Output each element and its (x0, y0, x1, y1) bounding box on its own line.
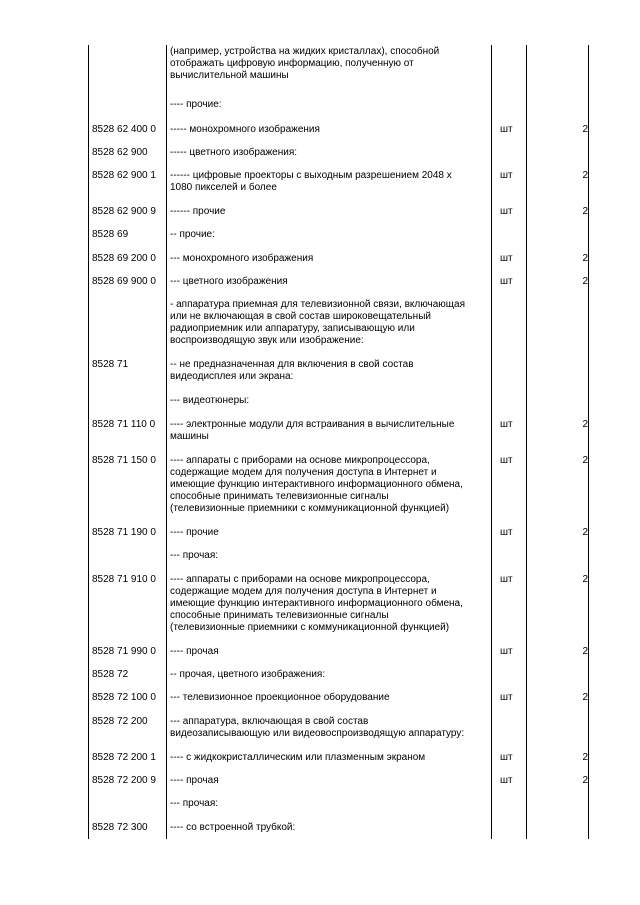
goods-description: --- аппаратура, включающая в свой состав видеозаписывающую или видеовоспроизводящую аппаратуру: (170, 716, 465, 739)
duty-rate: 2 (582, 206, 588, 217)
table-row (88, 99, 588, 110)
table-row (88, 455, 588, 514)
goods-description: --- видеотюнеры: (170, 395, 250, 406)
duty-rate: 2 (582, 527, 588, 538)
goods-description: ---- прочая (170, 775, 219, 786)
unit-of-measure: шт (500, 419, 513, 430)
goods-description: -- не предназначенная для включения в свой состав видеодисплея или экрана: (170, 359, 414, 382)
duty-rate: 2 (582, 253, 588, 264)
table-row (88, 775, 588, 786)
unit-of-measure: шт (500, 276, 513, 287)
goods-description: ---- аппараты с приборами на основе микропроцессора, содержащие модем для получения доступа в Интернет и имеющие функцию интерактивного информационного обмена, способные принимать телевизионные сигналы (телевизионные приемники с коммуникационной функцией) (170, 455, 463, 514)
unit-of-measure: шт (500, 752, 513, 763)
table-row (88, 395, 588, 406)
unit-of-measure: шт (500, 692, 513, 703)
hs-code: 8528 72 200 (92, 716, 148, 727)
column-rule-desc-unit (491, 45, 492, 839)
table-row (88, 299, 588, 346)
table-row (88, 798, 588, 809)
unit-of-measure: шт (500, 206, 513, 217)
table-row (88, 46, 588, 81)
goods-description: ----- монохромного изображения (170, 124, 320, 135)
column-rule-left (88, 45, 89, 839)
hs-code: 8528 69 200 0 (92, 253, 156, 264)
duty-rate: 2 (582, 574, 588, 585)
goods-description: - аппаратура приемная для телевизионной связи, включающая или не включающая в свой состав широковещательный радиоприемник или аппаратуру, записывающую или воспроизводящую звук или изображение: (170, 299, 466, 346)
table-row (88, 229, 588, 240)
duty-rate: 2 (582, 775, 588, 786)
table-row (88, 276, 588, 287)
table-row (88, 253, 588, 264)
goods-description: -- прочая, цветного изображения: (170, 669, 326, 680)
duty-rate: 2 (582, 455, 588, 466)
goods-description: --- телевизионное проекционное оборудование (170, 692, 390, 703)
duty-rate: 2 (582, 646, 588, 657)
unit-of-measure: шт (500, 574, 513, 585)
goods-description: ----- цветного изображения: (170, 147, 298, 158)
duty-rate: 2 (582, 276, 588, 287)
table-row (88, 124, 588, 135)
table-row (88, 550, 588, 561)
goods-description: --- прочая: (170, 798, 219, 809)
goods-description: ------ цифровые проекторы с выходным разрешением 2048 х 1080 пикселей и более (170, 170, 452, 193)
table-row (88, 359, 588, 382)
table-row (88, 147, 588, 158)
goods-description: ------ прочие (170, 206, 226, 217)
goods-description: ---- прочие (170, 527, 219, 538)
goods-description: ---- со встроенной трубкой: (170, 822, 296, 833)
goods-description: ---- аппараты с приборами на основе микропроцессора, содержащие модем для получения доступа в Интернет и имеющие функцию интерактивного информационного обмена, способные принимать телевизионные сигналы (телевизионные приемники с коммуникационной функцией) (170, 574, 463, 633)
table-row (88, 669, 588, 680)
hs-code: 8528 62 900 (92, 147, 148, 158)
hs-code: 8528 71 990 0 (92, 646, 156, 657)
hs-code: 8528 69 900 0 (92, 276, 156, 287)
goods-description: ---- электронные модули для встраивания в вычислительные машины (170, 419, 455, 442)
hs-code: 8528 71 (92, 359, 129, 370)
unit-of-measure: шт (500, 646, 513, 657)
hs-code: 8528 72 100 0 (92, 692, 156, 703)
goods-description: --- монохромного изображения (170, 253, 314, 264)
table-row (88, 646, 588, 657)
duty-rate: 2 (582, 170, 588, 181)
table-row (88, 527, 588, 538)
table-row (88, 574, 588, 633)
hs-code: 8528 62 900 9 (92, 206, 156, 217)
table-row (88, 170, 588, 193)
unit-of-measure: шт (500, 455, 513, 466)
column-rule-unit-rate (526, 45, 527, 839)
column-rule-right (588, 45, 589, 839)
hs-code: 8528 72 200 9 (92, 775, 156, 786)
goods-description: --- цветного изображения (170, 276, 288, 287)
goods-description: ---- прочие: (170, 99, 222, 110)
duty-rate: 2 (582, 692, 588, 703)
unit-of-measure: шт (500, 124, 513, 135)
duty-rate: 2 (582, 419, 588, 430)
table-row (88, 716, 588, 739)
goods-description: (например, устройства на жидких кристаллах), способной отображать цифровую информацию, полученную от вычислительной машины (170, 46, 440, 81)
hs-code: 8528 72 200 1 (92, 752, 156, 763)
hs-code: 8528 72 (92, 669, 129, 680)
table-row (88, 692, 588, 703)
table-row (88, 419, 588, 442)
hs-code: 8528 62 900 1 (92, 170, 156, 181)
column-rule-code-desc (166, 45, 167, 839)
hs-code: 8528 71 110 0 (92, 419, 156, 430)
hs-code: 8528 71 190 0 (92, 527, 156, 538)
hs-code: 8528 72 300 (92, 822, 148, 833)
duty-rate: 2 (582, 124, 588, 135)
unit-of-measure: шт (500, 527, 513, 538)
goods-description: --- прочая: (170, 550, 219, 561)
hs-code: 8528 71 150 0 (92, 455, 156, 466)
goods-description: ---- с жидкокристаллическим или плазменным экраном (170, 752, 426, 763)
unit-of-measure: шт (500, 170, 513, 181)
unit-of-measure: шт (500, 253, 513, 264)
goods-description: ---- прочая (170, 646, 219, 657)
table-row (88, 822, 588, 833)
hs-code: 8528 62 400 0 (92, 124, 156, 135)
table-row (88, 752, 588, 763)
goods-description: -- прочие: (170, 229, 215, 240)
table-row (88, 206, 588, 217)
hs-code: 8528 69 (92, 229, 129, 240)
unit-of-measure: шт (500, 775, 513, 786)
duty-rate: 2 (582, 752, 588, 763)
hs-code: 8528 71 910 0 (92, 574, 156, 585)
